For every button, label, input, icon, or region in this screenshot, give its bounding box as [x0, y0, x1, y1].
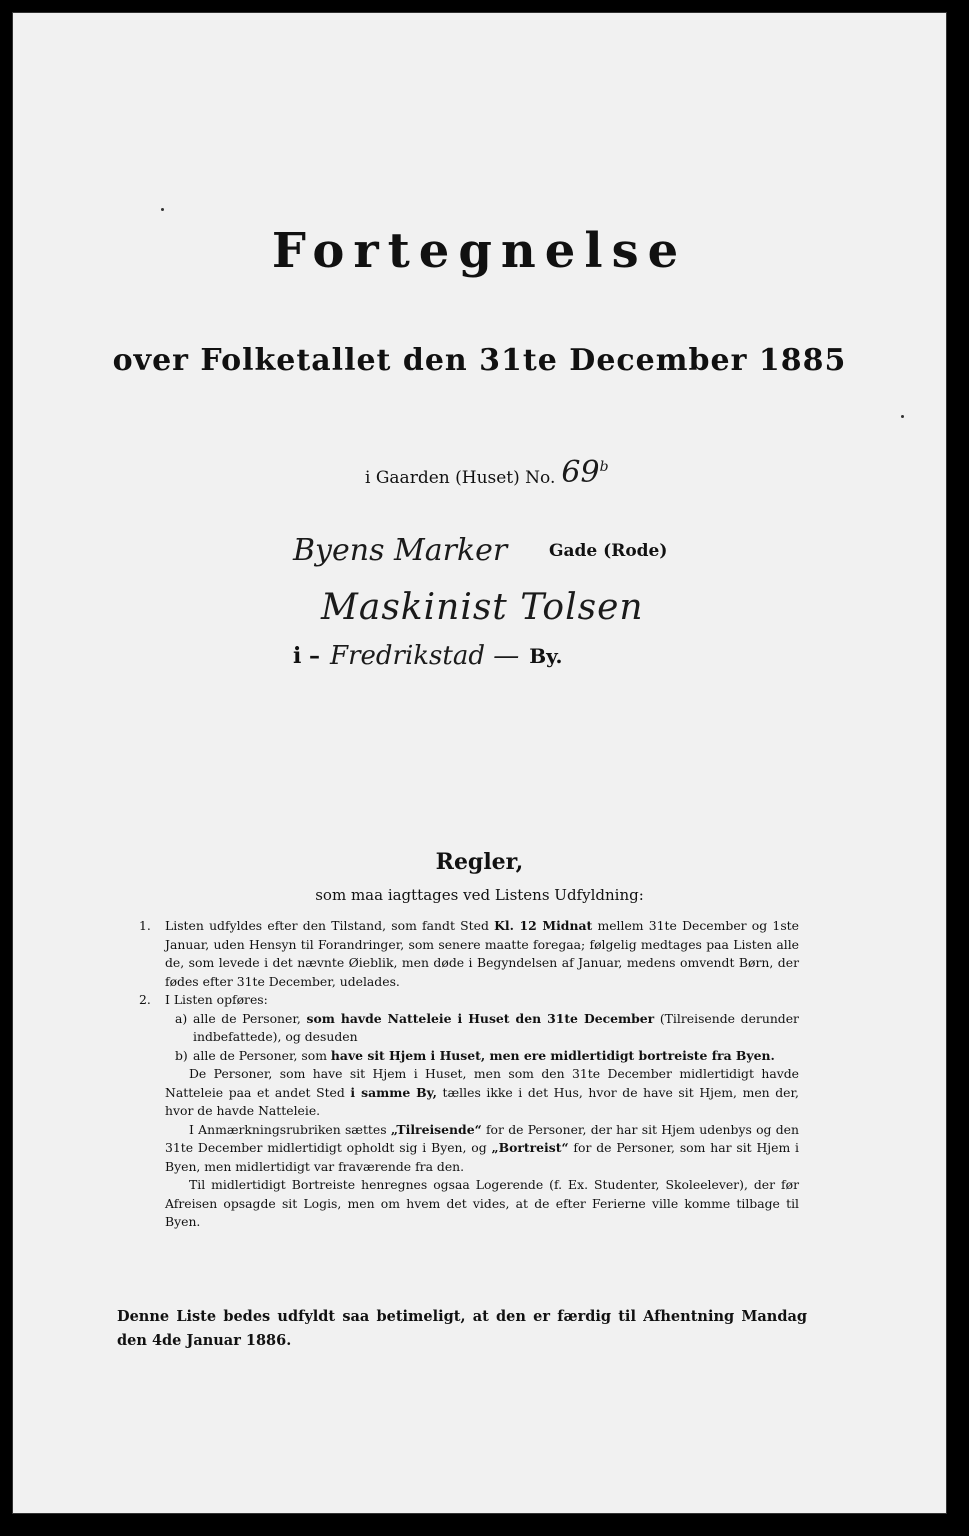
sub-item-marker: b): [175, 1047, 188, 1063]
rules-heading: Regler,: [435, 849, 524, 875]
owner-row: [321, 587, 644, 628]
rule-paragraph: [165, 1121, 799, 1177]
city-prefix: i –: [293, 643, 321, 669]
rule-text: alle de Personer, som: [193, 1047, 331, 1063]
rule-number: 1.: [139, 918, 151, 933]
rule-paragraph: [165, 1065, 799, 1121]
rule-emphasis: som havde Natteleie i Huset den 31te December: [306, 1010, 655, 1026]
rule-text: for de Personer, som har sit Hjem i Byen, men midlertidigt var fraværende fra den.: [165, 1140, 800, 1174]
rule-paragraph: [165, 1176, 799, 1232]
speck-mark: [161, 208, 164, 211]
street-field[interactable]: Byens Marker: [293, 533, 508, 568]
rule-emphasis: i samme By,: [350, 1084, 437, 1100]
house-number-suffix: b: [599, 459, 609, 475]
rule-emphasis: „Bortreist“: [491, 1140, 569, 1155]
house-number-value: 69: [561, 455, 600, 490]
rule-text: Listen udfyldes efter den Tilstand, som fandt Sted: [165, 918, 495, 933]
rule-text: I Anmærkningsrubriken sættes: [189, 1121, 391, 1137]
rule-number: 2.: [139, 992, 151, 1007]
street-row: [293, 533, 667, 568]
house-number-label: i Gaarden (Huset) No.: [365, 468, 556, 488]
rule-text: mellem 31te December og 1ste Januar, uden Hensyn til Forandringer, som senere maatte foregaa; følgelig medtages paa Listen alle de, som levede i det nævnte Øieblik, men døde i Begyndelsen af Januar, medens omvendt Børn, der fødes efter 31te December, udelades.: [165, 918, 799, 989]
rule-text: for de Personer, der har sit Hjem udenbys og den 31te December midlertidigt opholdt sig i Byen, og: [165, 1121, 799, 1155]
rule-2a: [165, 1010, 799, 1047]
city-row: [293, 641, 562, 671]
rule-emphasis: have sit Hjem i Huset, men ere midlertidigt bortreiste fra Byen.: [330, 1047, 775, 1063]
rule-text: I Listen opføres:: [165, 992, 268, 1007]
rules-subheading: som maa iagttages ved Listens Udfyldning:: [315, 886, 644, 904]
form-title: Fortegnelse: [271, 223, 688, 279]
rule-2b: [165, 1047, 799, 1066]
speck-mark: [901, 415, 904, 418]
street-label: Gade (Rode): [549, 540, 668, 561]
rule-emphasis: „Tilreisende“: [390, 1121, 482, 1137]
rule-text: tælles ikke i det Hus, hvor de have sit Hjem, men der, hvor de havde Natteleie.: [165, 1084, 799, 1118]
census-form-page: [12, 12, 947, 1514]
form-subtitle: over Folketallet den 31te December 1885: [112, 343, 847, 378]
footer-notice: Denne Liste bedes udfyldt saa betimeligt, at den er færdig til Afhentning Mandag den 4de Januar 1886.: [117, 1308, 807, 1349]
rule-text: alle de Personer,: [193, 1010, 307, 1026]
rule-text: (Tilreisende derunder indbefattede), og desuden: [193, 1010, 799, 1044]
sub-item-marker: a): [175, 1010, 188, 1026]
rule-text: Til midlertidigt Bortreiste henregnes ogsaa Logerende (f. Ex. Studenter, Skoleelever), der før Afreisen opsagde sit Logis, men om hvem det vides, at de efter Ferierne ville komme tilbage til Byen.: [165, 1177, 799, 1229]
rule-emphasis: Kl. 12 Midnat: [494, 918, 593, 933]
rules-body: [139, 917, 800, 1232]
owner-field[interactable]: Maskinist Tolsen: [321, 587, 644, 628]
city-label: By.: [529, 644, 563, 668]
house-number-row: [365, 453, 641, 488]
rule-text: De Personer, som have sit Hjem i Huset, men som den 31te December midlertidigt havde Natteleie paa et andet Sted: [165, 1066, 799, 1100]
rule-1: [139, 917, 799, 991]
city-field[interactable]: Fredrikstad —: [330, 641, 520, 671]
rule-2: [139, 991, 799, 1010]
house-number-field[interactable]: [561, 453, 641, 488]
